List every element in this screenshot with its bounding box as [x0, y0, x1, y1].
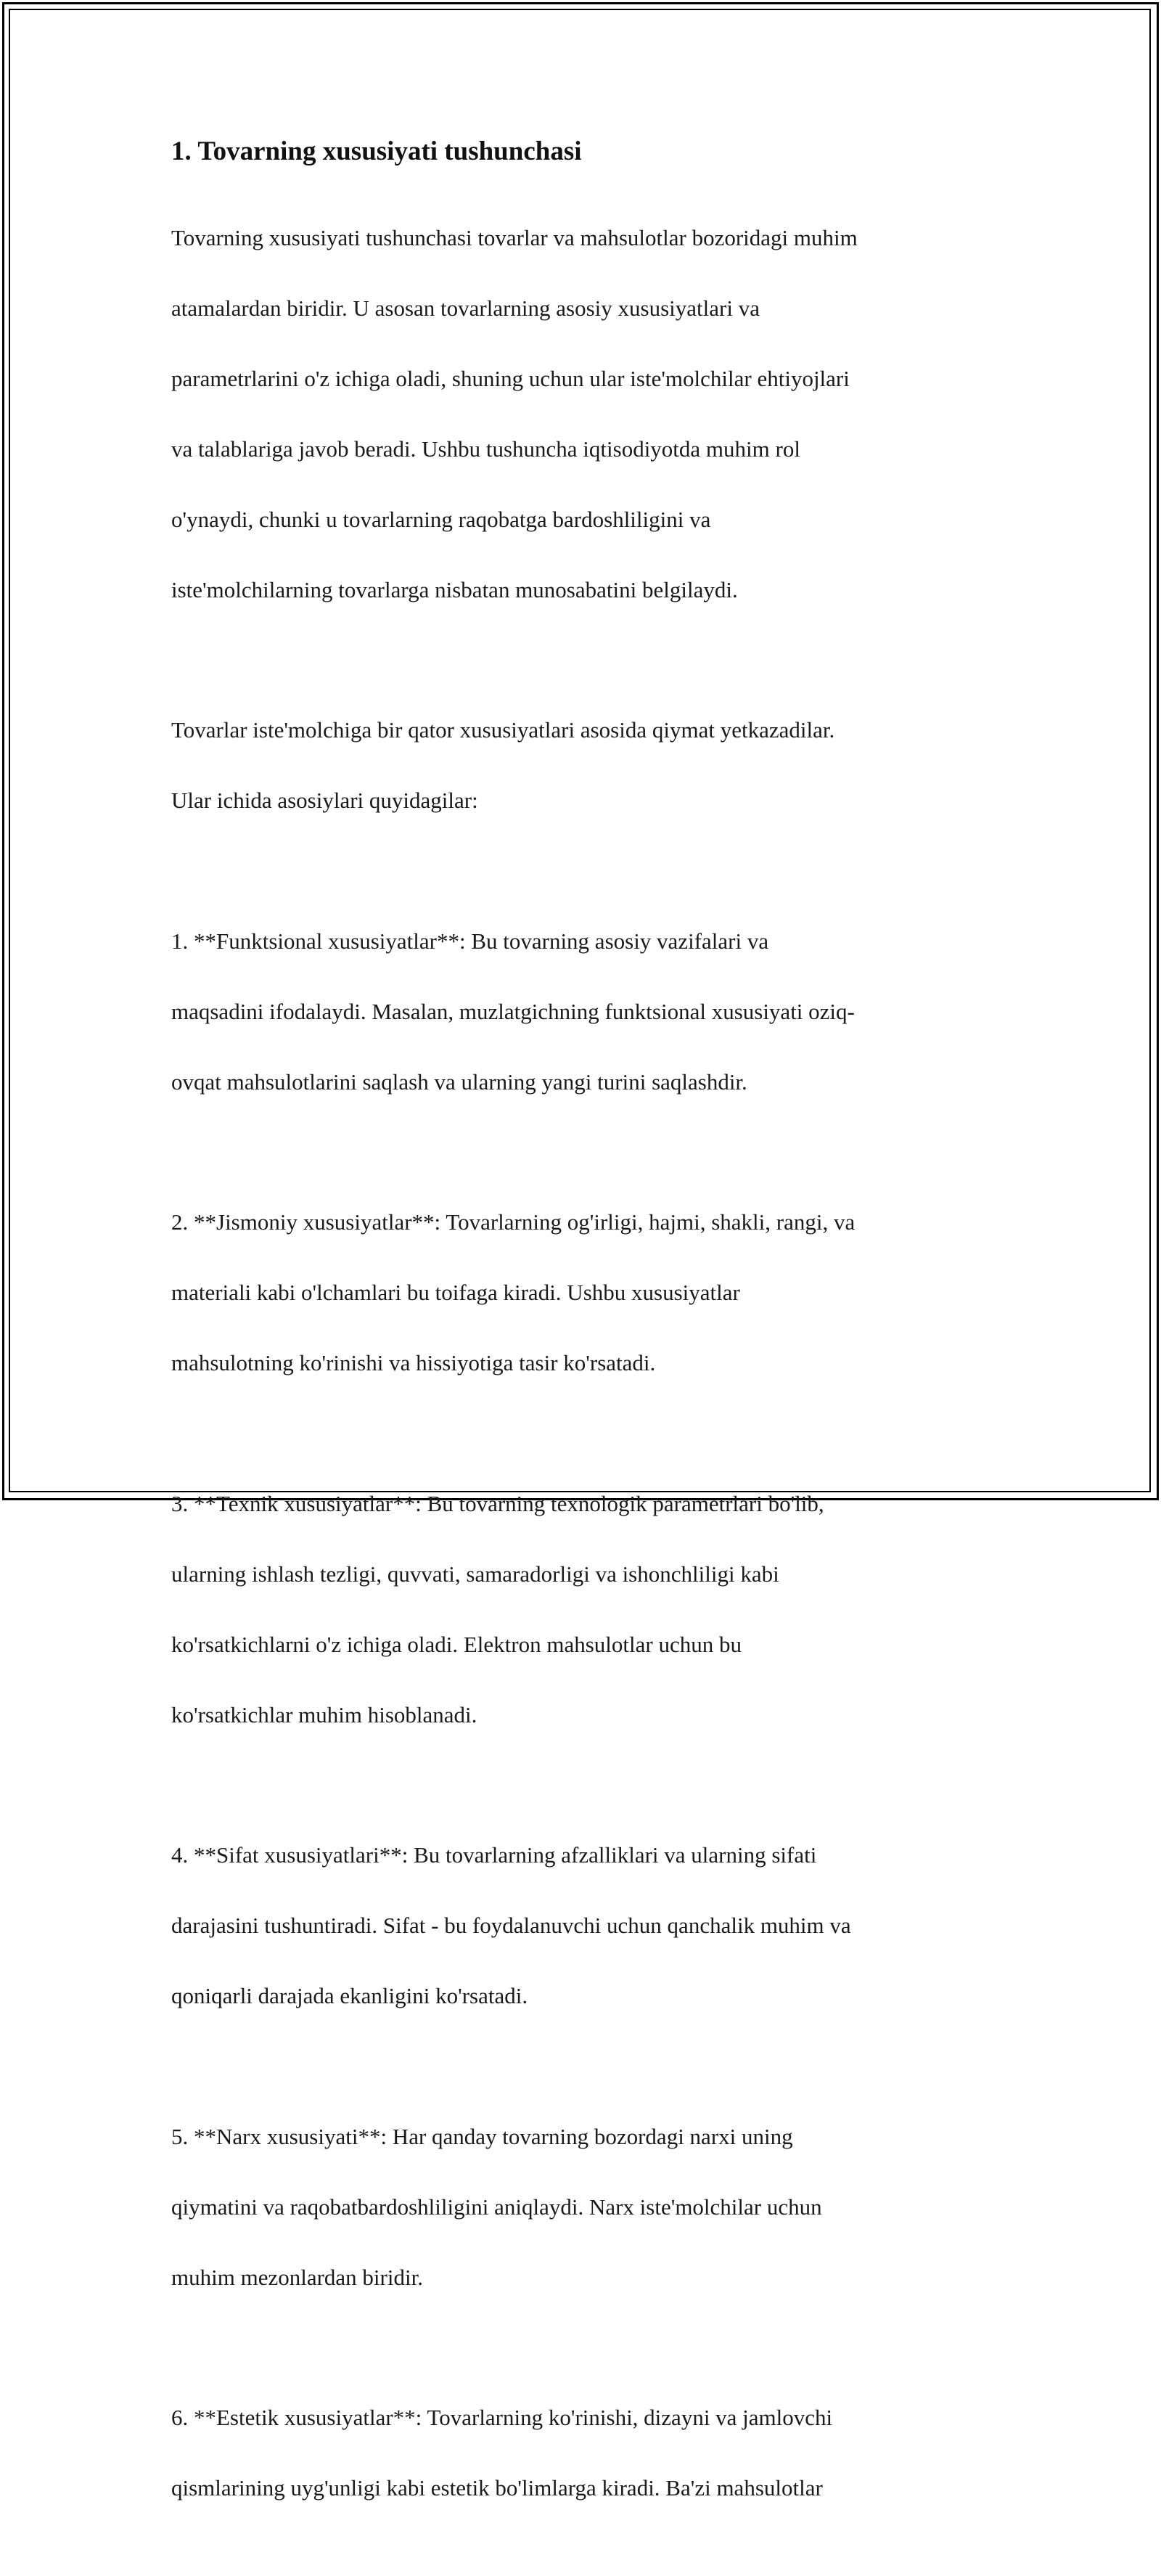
- text-line: 5. **Narx xususiyati**: Har qanday tovarning bozordagi narxi uning: [171, 2123, 793, 2149]
- text-line: iste'molchilarning tovarlarga nisbatan munosabatini belgilaydi.: [171, 576, 738, 602]
- text-line: darajasini tushuntiradi. Sifat - bu foydalanuvchi uchun qanchalik muhim va: [171, 1913, 851, 1939]
- text-line: 3. **Texnik xususiyatlar**: Bu tovarning texnologik parametrlari bo'lib,: [171, 1490, 824, 1516]
- text-line: materiali kabi o'lchamlari bu toifaga kiradi. Ushbu xususiyatlar: [171, 1280, 740, 1306]
- text-line: ko'rsatkichlarni o'z ichiga oladi. Elektron mahsulotlar uchun bu: [171, 1631, 742, 1657]
- list-item-technical: [171, 1451, 991, 1768]
- text-line: parametrlarini o'z ichiga oladi, shuning uchun ular iste'molchilar ehtiyojlari: [171, 365, 850, 391]
- paragraph-list-intro: [171, 678, 991, 854]
- text-line: 6. **Estetik xususiyatlar**: Tovarlarning ko'rinishi, dizayni va jamlovchi: [171, 2405, 833, 2431]
- text-line: o'ynaydi, chunki u tovarlarning raqobatga bardoshliligini va: [171, 506, 711, 532]
- text-line: Tovarning xususiyati tushunchasi tovarlar va mahsulotlar bozoridagi muhim: [171, 224, 858, 250]
- list-item-price: [171, 2084, 991, 2331]
- text-line: ularning ishlash tezligi, quvvati, samaradorligi va ishonchliligi kabi: [171, 1561, 779, 1587]
- text-line: qismlarining uyg'unligi kabi estetik bo'limlarga kiradi. Ba'zi mahsulotlar: [171, 2475, 823, 2501]
- text-line: qoniqarli darajada ekanligini ko'rsatadi.: [171, 1983, 528, 2009]
- text-line: 1. **Funktsional xususiyatlar**: Bu tovarning asosiy vazifalari va: [171, 928, 769, 954]
- text-line: qiymatini va raqobatbardoshliligini aniqlaydi. Narx iste'molchilar uchun: [171, 2193, 822, 2220]
- text-line: 4. **Sifat xususiyatlari**: Bu tovarlarning afzalliklari va ularning sifati: [171, 1842, 817, 1868]
- list-item-quality: [171, 1803, 991, 2050]
- section-heading: 1. Tovarning xususiyati tushunchasi: [171, 136, 582, 166]
- text-line: va talablariga javob beradi. Ushbu tushuncha iqtisodiyotda muhim rol: [171, 436, 800, 462]
- text-line: Tovarlar iste'molchiga bir qator xususiyatlari asosida qiymat yetkazadilar.: [171, 717, 835, 743]
- document-body: [171, 134, 991, 2576]
- paragraph-intro: [171, 185, 991, 643]
- text-line: Ular ichida asosiylari quyidagilar:: [171, 788, 478, 814]
- text-line: 2. **Jismoniy xususiyatlar**: Tovarlarning og'irligi, hajmi, shakli, rangi, va: [171, 1209, 856, 1235]
- text-line: atamalardan biridir. U asosan tovarlarning asosiy xususiyatlari va: [171, 295, 760, 321]
- list-item-aesthetic: [171, 2366, 991, 2542]
- text-line: mahsulotning ko'rinishi va hissiyotiga tasir ko'rsatadi.: [171, 1350, 656, 1376]
- text-line: muhim mezonlardan biridir.: [171, 2264, 423, 2290]
- text-line: ovqat mahsulotlarini saqlash va ularning yangi turini saqlashdir.: [171, 1068, 747, 1095]
- list-item-functional: [171, 888, 991, 1135]
- list-item-physical: [171, 1170, 991, 1417]
- text-line: maqsadini ifodalaydi. Masalan, muzlatgichning funktsional xususiyati oziq-: [171, 998, 855, 1024]
- text-line: ko'rsatkichlar muhim hisoblanadi.: [171, 1701, 477, 1727]
